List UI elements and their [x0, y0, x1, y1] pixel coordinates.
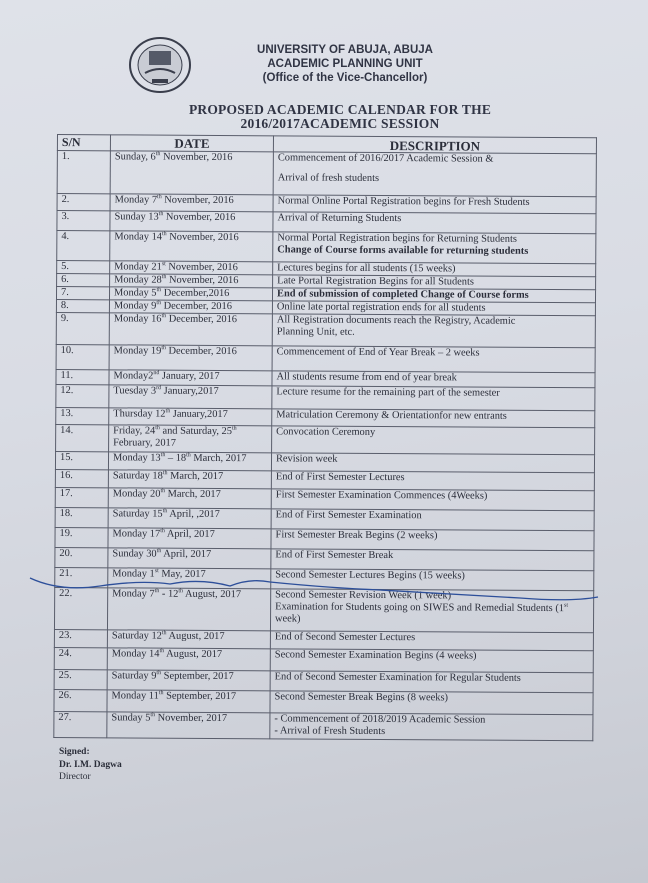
- description-line: End of Second Semester Lectures: [274, 631, 416, 644]
- document-title: [130, 103, 550, 131]
- row-description: [272, 314, 595, 348]
- description-line: Commencement of End of Year Break – 2 weeks: [276, 346, 480, 359]
- row-serial-number: 23.: [54, 629, 107, 647]
- column-header-sn: S/N: [57, 135, 110, 151]
- unit-name: ACADEMIC PLANNING UNIT: [267, 58, 423, 70]
- row-description: [272, 288, 595, 303]
- description-line: Normal Portal Registration begins for Returning Students: [277, 232, 517, 245]
- signature-block: [59, 746, 122, 784]
- description-line: Arrival of Returning Students: [277, 212, 402, 225]
- row-serial-number: 6.: [57, 274, 110, 287]
- row-serial-number: 17.: [55, 487, 108, 507]
- row-description: [271, 489, 594, 511]
- description-line: All students resume from end of year break: [276, 371, 457, 384]
- description-line: Planning Unit, etc.: [276, 326, 355, 338]
- row-date: Saturday 18th March, 2017: [108, 470, 271, 489]
- row-date: Thursday 12th January,2017: [109, 408, 272, 426]
- description-line: Second Semester Revision Week (1 week): [275, 589, 452, 602]
- row-serial-number: 26.: [54, 689, 107, 711]
- row-serial-number: 1.: [57, 151, 110, 194]
- row-date: Monday 14th November, 2016: [110, 231, 273, 262]
- row-description: [270, 631, 593, 651]
- row-date: Sunday 30th April, 2017: [108, 548, 271, 569]
- row-date: Monday 21st November, 2016: [110, 261, 273, 275]
- row-description: [271, 529, 594, 551]
- table-row: [54, 711, 593, 740]
- row-description: [271, 569, 594, 591]
- row-date: Friday, 24th and Saturday, 25th February, 2017: [109, 425, 272, 453]
- row-serial-number: 9.: [56, 312, 109, 344]
- row-serial-number: 2.: [57, 194, 110, 211]
- row-date: Monday 28th November, 2016: [110, 274, 273, 288]
- row-serial-number: 16.: [55, 469, 108, 487]
- row-description: [272, 346, 595, 373]
- calendar-table: [53, 134, 597, 741]
- table-row: [56, 344, 595, 372]
- description-line: Lecture resume for the remaining part of the semester: [276, 386, 500, 399]
- row-serial-number: 24.: [54, 647, 107, 669]
- row-date: Monday 9th December, 2016: [109, 300, 272, 314]
- office-name: (Office of the Vice-Chancellor): [262, 72, 428, 84]
- row-description: [270, 713, 593, 741]
- description-line: Second Semester Examination Begins (4 weeks): [274, 649, 477, 662]
- row-date: Sunday 13th November, 2016: [110, 211, 273, 232]
- row-serial-number: 10.: [56, 344, 109, 369]
- table-row: [56, 384, 595, 410]
- description-line: Late Portal Registration Begins for all Students: [277, 275, 474, 288]
- row-serial-number: 19.: [55, 527, 108, 547]
- row-date: Sunday 5th November, 2017: [107, 712, 270, 739]
- description-line: Convocation Ceremony: [276, 426, 376, 438]
- row-description: [273, 262, 596, 277]
- row-description: [273, 232, 596, 264]
- row-description: [271, 549, 594, 571]
- description-line: End of Second Semester Examination for Regular Students: [274, 671, 521, 684]
- table-row: [56, 312, 595, 347]
- description-line: Revision week: [275, 453, 338, 465]
- letterhead: [230, 43, 460, 85]
- row-description: [272, 386, 595, 411]
- row-description: [273, 275, 596, 290]
- description-line: First Semester Examination Commences (4Weeks): [275, 489, 488, 502]
- table-row: [56, 424, 595, 454]
- description-line: End of First Semester Examination: [275, 509, 422, 522]
- row-date: Monday 19th December, 2016: [109, 345, 272, 371]
- table-row: [54, 587, 593, 632]
- description-line: End of First Semester Break: [275, 549, 394, 562]
- row-date: Monday 16th December, 2016: [109, 313, 272, 346]
- row-serial-number: 4.: [57, 231, 110, 261]
- description-line: - Arrival of Fresh Students: [274, 725, 386, 738]
- row-date: Monday 11th September, 2017: [107, 690, 270, 713]
- description-line: All Registration documents reach the Registry, Academic: [276, 314, 516, 327]
- session-subtitle: 2016/2017ACADEMIC SESSION: [240, 116, 440, 131]
- row-description: [271, 509, 594, 531]
- signatory-role: Director: [59, 772, 91, 782]
- signed-label: Signed:: [59, 747, 90, 757]
- university-name: UNIVERSITY OF ABUJA, ABUJA: [257, 44, 433, 56]
- description-line: Examination for Students going on SIWES and Remedial Students (1st week): [275, 601, 569, 625]
- row-description: [270, 649, 593, 673]
- row-description: [270, 589, 593, 633]
- row-date: Monday 20th March, 2017: [108, 488, 271, 509]
- description-line: Lectures begins for all students (15 weeks): [277, 262, 456, 275]
- row-date: Saturday 12th August, 2017: [107, 630, 270, 649]
- description-line: Commencement of 2016/2017 Academic Session &: [277, 152, 494, 165]
- description-line: Change of Course forms available for returning students: [277, 244, 529, 257]
- row-description: [273, 195, 596, 214]
- row-serial-number: 12.: [56, 384, 109, 407]
- description-line: Second Semester Break Begins (8 weeks): [274, 691, 449, 704]
- row-description: [271, 453, 594, 473]
- row-date: Monday 7th - 12th August, 2017: [107, 588, 270, 631]
- row-serial-number: 7.: [56, 287, 109, 300]
- row-serial-number: 15.: [55, 451, 108, 469]
- description-line: End of submission of completed Change of Course forms: [276, 288, 529, 301]
- row-date: Saturday 15th April, ,2017: [108, 508, 271, 529]
- description-line: Online late portal registration ends for all students: [276, 301, 486, 314]
- row-serial-number: 5.: [57, 261, 110, 274]
- title-line-1: PROPOSED ACADEMIC CALENDAR FOR THE: [188, 102, 492, 117]
- row-date: Monday 7th November, 2016: [110, 194, 273, 212]
- table-row: [54, 689, 593, 714]
- row-description: [270, 691, 593, 715]
- row-serial-number: 3.: [57, 211, 110, 231]
- description-line: Arrival of fresh students: [277, 172, 380, 184]
- row-serial-number: 25.: [54, 669, 107, 689]
- row-date: Monday 13th – 18th March, 2017: [108, 452, 271, 471]
- row-serial-number: 22.: [54, 587, 107, 629]
- table-row: [57, 231, 596, 264]
- column-header-date: DATE: [110, 135, 273, 152]
- row-description: [272, 301, 595, 316]
- row-date: Sunday, 6th November, 2016: [110, 151, 273, 195]
- row-description: [273, 212, 596, 234]
- row-serial-number: 27.: [54, 711, 107, 737]
- description-line: Second Semester Lectures Begins (15 weeks): [275, 569, 465, 582]
- table-row: [54, 647, 593, 672]
- university-logo: [125, 35, 195, 95]
- row-serial-number: 21.: [55, 567, 108, 587]
- description-line: End of First Semester Lectures: [275, 471, 405, 484]
- row-description: [272, 426, 595, 455]
- description-line: - Commencement of 2018/2019 Academic Session: [274, 713, 486, 726]
- table-row: [57, 151, 596, 197]
- row-description: [272, 409, 595, 428]
- row-date: Monday 1st May, 2017: [108, 568, 271, 589]
- row-date: Monday 5th December,2016: [109, 287, 272, 301]
- row-serial-number: 18.: [55, 507, 108, 527]
- signatory-name: Dr. I.M. Dagwa: [59, 759, 122, 770]
- row-date: Monday 14th August, 2017: [107, 648, 270, 671]
- row-date: Monday 17th April, 2017: [108, 528, 271, 549]
- row-date: Tuesday 3rd January,2017: [109, 385, 272, 409]
- description-line: Normal Online Portal Registration begins for Fresh Students: [277, 195, 530, 208]
- row-serial-number: 8.: [56, 299, 109, 312]
- row-serial-number: 13.: [56, 407, 109, 424]
- row-date: Monday2nd January, 2017: [109, 370, 272, 386]
- description-line: First Semester Break Begins (2 weeks): [275, 529, 438, 542]
- description-line: Matriculation Ceremony & Orientationfor new entrants: [276, 409, 507, 422]
- row-description: [273, 152, 596, 197]
- row-description: [271, 471, 594, 491]
- row-description: [270, 671, 593, 693]
- row-serial-number: 14.: [56, 424, 109, 451]
- column-header-description: DESCRIPTION: [273, 136, 596, 154]
- row-serial-number: 11.: [56, 369, 109, 384]
- row-date: Saturday 9th September, 2017: [107, 670, 270, 691]
- row-serial-number: 20.: [55, 547, 108, 567]
